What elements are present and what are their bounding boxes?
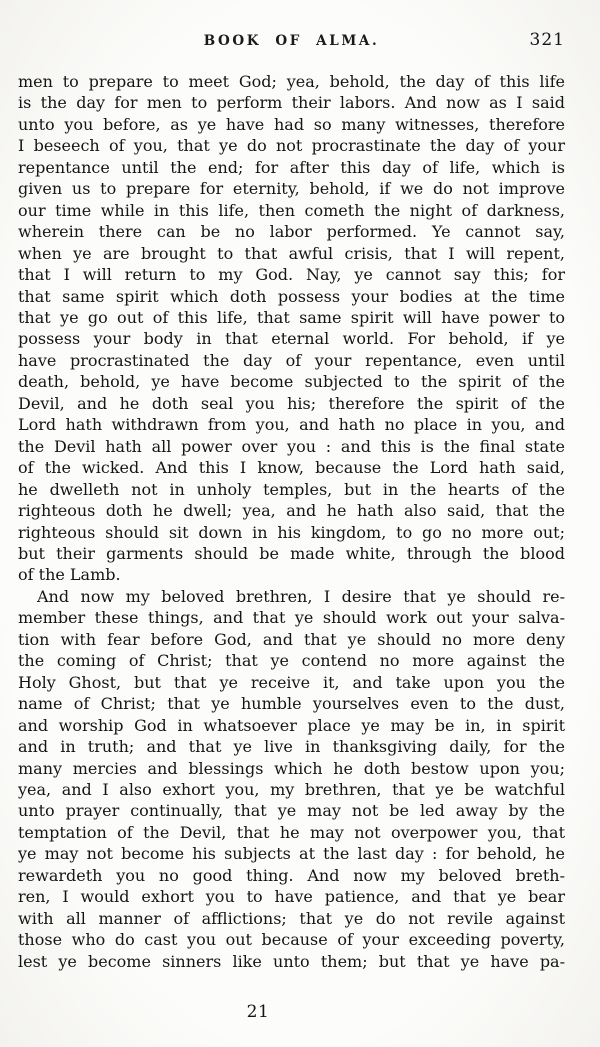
text-line: he dwelleth not in unholy temples, but in the hearts of the [18,479,565,499]
text-line: repentance until the end; for after this day of life, which is [18,157,565,177]
text-line: that same spirit which doth possess your bodies at the time [18,286,565,306]
text-line: ye may not become his subjects at the last day : for behold, he [18,844,565,864]
text-line: but their garments should be made white, through the blood [18,543,565,563]
text-line: is the day for men to perform their labors. And now as I said [18,93,565,113]
text-line: Holy Ghost, but that ye receive it, and take upon you the [18,672,565,692]
text-line: many mercies and blessings which he doth bestow upon you; [18,758,565,778]
text-line: name of Christ; that ye humble yourselves even to the dust, [18,694,565,714]
text-line: our time while in this life, then cometh the night of darkness, [18,200,565,220]
text-line: and worship God in whatsoever place ye may be in, in spirit [18,715,565,735]
text-line: rewardeth you no good thing. And now my beloved breth- [18,865,565,885]
text-line: member these things, and that ye should work out your salva- [18,608,565,628]
text-line: temptation of the Devil, that he may not overpower you, that [18,822,565,842]
text-line: have procrastinated the day of your repentance, even until [18,350,565,370]
running-title: BOOK OF ALMA. [203,33,380,49]
text-line: Lord hath withdrawn from you, and hath no place in you, and [18,415,565,435]
text-line: I beseech of you, that ye do not procrastinate the day of your [18,136,565,156]
text-line: the Devil hath all power over you : and this is the final state [18,436,565,456]
page-header [18,32,565,50]
text-line: tion with fear before God, and that ye should no more deny [18,629,565,649]
text-line: that I will return to my God. Nay, ye cannot say this; for [18,265,565,285]
text-line: the coming of Christ; that ye contend no more against the [18,651,565,671]
text-line: unto prayer continually, that ye may not be led away by the [18,801,565,821]
text-line: given us to prepare for eternity, behold, if we do not improve [18,179,565,199]
text-line: yea, and I also exhort you, my brethren, that ye be watchful [18,779,565,799]
text-line: And now my beloved brethren, I desire that ye should re- [37,586,565,606]
text-line: of the wicked. And this I know, because the Lord hath said, [18,458,565,478]
text-line: with all manner of afflictions; that ye do not revile against [18,908,565,928]
text-line: Devil, and he doth seal you his; therefore the spirit of the [18,393,565,413]
text-line: ren, I would exhort you to have patience, and that ye bear [18,887,565,907]
text-line: death, behold, ye have become subjected to the spirit of the [18,372,565,392]
page-number: 321 [529,30,565,50]
text-line: when ye are brought to that awful crisis, that I will repent, [18,243,565,263]
text-line: possess your body in that eternal world. For behold, if ye [18,329,565,349]
text-line: men to prepare to meet God; yea, behold, the day of this life [18,72,565,91]
text-line: of the Lamb. [18,565,121,585]
text-line: unto you before, as ye have had so many witnesses, therefore [18,114,565,134]
text-line: and in truth; and that ye live in thanksgiving daily, for the [18,737,565,757]
text-line: that ye go out of this life, that same spirit will have power to [18,307,565,327]
text-line: those who do cast you out because of your exceeding poverty, [18,930,565,950]
body-text [18,71,565,972]
text-line: lest ye become sinners like unto them; but that ye have pa- [18,951,565,971]
signature-mark: 21 [246,1002,270,1022]
text-line: righteous should sit down in his kingdom, to go no more out; [18,522,565,542]
text-line: wherein there can be no labor performed. Ye cannot say, [18,222,565,242]
text-line: righteous doth he dwell; yea, and he hath also said, that the [18,501,565,521]
